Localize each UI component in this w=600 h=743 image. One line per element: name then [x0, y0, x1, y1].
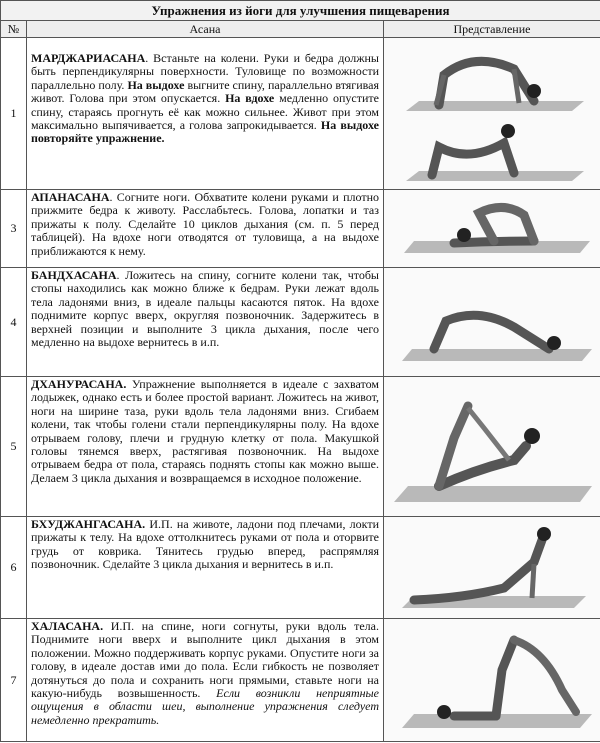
header-view: Представление	[384, 21, 600, 38]
pose-illustration	[384, 377, 600, 517]
row-description: БХУДЖАНГАСАНА. И.П. на животе, ладони под плечами, локти прижаты к телу. На вдохе оттолкнитесь руками от пола и оторвите грудь от коврика. Тянитесь грудью вперед, распрямляя позвоночник. Сделайте 3 цикла дыхания и вернитесь в и.п.	[27, 517, 384, 619]
pose-illustration	[384, 619, 600, 742]
row-number: 5	[1, 377, 27, 517]
warning-note: Если возникли неприятные ощущения в области шеи, выполнение упражнения следует немедленно прекратить.	[31, 686, 380, 727]
asana-name: МАРДЖАРИАСАНА	[31, 51, 146, 65]
table-row	[1, 377, 600, 517]
table-row	[1, 190, 600, 268]
asana-name: АПАНАСАНА	[31, 190, 110, 204]
pose-illustration	[384, 38, 600, 190]
asana-name: ДХАНУРАСАНА.	[31, 377, 127, 391]
header-num: №	[1, 21, 27, 38]
row-description: АПАНАСАНА. Согните ноги. Обхватите колени руками и плотно прижмите бедра к животу. Расслабьтесь. Голова, лопатки и таз прижаты к полу. Сделайте 10 циклов дыхания (см. п. 5 перед таблицей). На вдохе ноги отводятся от туловища, а на выдохе приближаются к нему.	[27, 190, 384, 268]
row-number: 7	[1, 619, 27, 742]
asana-name: БХУДЖАНГАСАНА.	[31, 517, 146, 531]
plow-pose-illustration	[384, 620, 600, 741]
pose-illustration	[384, 268, 600, 377]
bow-pose-illustration	[384, 378, 600, 516]
bridge-pose-illustration	[384, 269, 600, 376]
row-number: 4	[1, 268, 27, 377]
asana-name: БАНДХАСАНА	[31, 268, 117, 282]
table-row	[1, 268, 600, 377]
row-description: БАНДХАСАНА. Ложитесь на спину, согните колени так, чтобы стопы находились как можно ближе к бедрам. Руки лежат вдоль тела ладонями вниз, в идеале пальцы касаются пяток. На вдохе поднимите корпус вверх, округляя позвоночник. Задержитесь в верхней позиции и выполните 3 цикла дыхания, после чего медленно на выдохе вернитесь в и.п.	[27, 268, 384, 377]
row-number: 3	[1, 190, 27, 268]
row-description: ДХАНУРАСАНА. Упражнение выполняется в идеале с захватом лодыжек, однако есть и более простой вариант. Ложитесь на живот, ноги на ширине таза, руки вдоль тела ладонями вниз. Сгибаем колени, так чтобы голени стали перпендикулярны полу. На вдохе отрываем голову, плечи и грудную клетку от пола. Макушкой головы тянемся вверх, растягивая позвоночник. На выдохе отрываем бедра от пола, стараясь поднять стопы как можно выше. Делаем 3 цикла дыхания и возвращаемся в исходное положение.	[27, 377, 384, 517]
table-row	[1, 619, 600, 742]
cat-pose-illustration	[384, 39, 600, 189]
pose-illustration	[384, 517, 600, 619]
header-asana: Асана	[27, 21, 384, 38]
asana-name: ХАЛАСАНА.	[31, 619, 104, 633]
row-number: 1	[1, 38, 27, 190]
pose-illustration	[384, 190, 600, 268]
row-number: 6	[1, 517, 27, 619]
apanasana-illustration	[384, 191, 600, 267]
row-description: ХАЛАСАНА. И.П. на спине, ноги согнуты, руки вдоль тела. Поднимите ноги вверх и выполните цикл дыхания в этом положении. Можно поддерживать корпус руками. Опустите ноги за голову, в идеале достав ими до пола. Если гибкость не позволяет дотянуться до пола и сохранить ноги прямыми, ставьте ноги на какую-нибудь возвышенность. Если возникли неприятные ощущения в области шеи, выполнение упражнения следует немедленно прекратить.	[27, 619, 384, 742]
table-title: Упражнения из йоги для улучшения пищеварения	[1, 1, 600, 21]
table-row	[1, 517, 600, 619]
table-row	[1, 38, 600, 190]
row-description: МАРДЖАРИАСАНА. Встаньте на колени. Руки и бедра должны быть перпендикулярны поверхности. Туловище по возможности параллельно полу. На выдохе выгните спину, параллельно втягивая живот. Голова при этом опускается. На вдохе медленно опустите спину, стараясь прогнуть её как можно сильнее. Живот при этом максимально выпячивается, а голова запрокидывается. На выдохе повторяйте упражнение.	[27, 38, 384, 190]
cobra-pose-illustration	[384, 518, 600, 618]
